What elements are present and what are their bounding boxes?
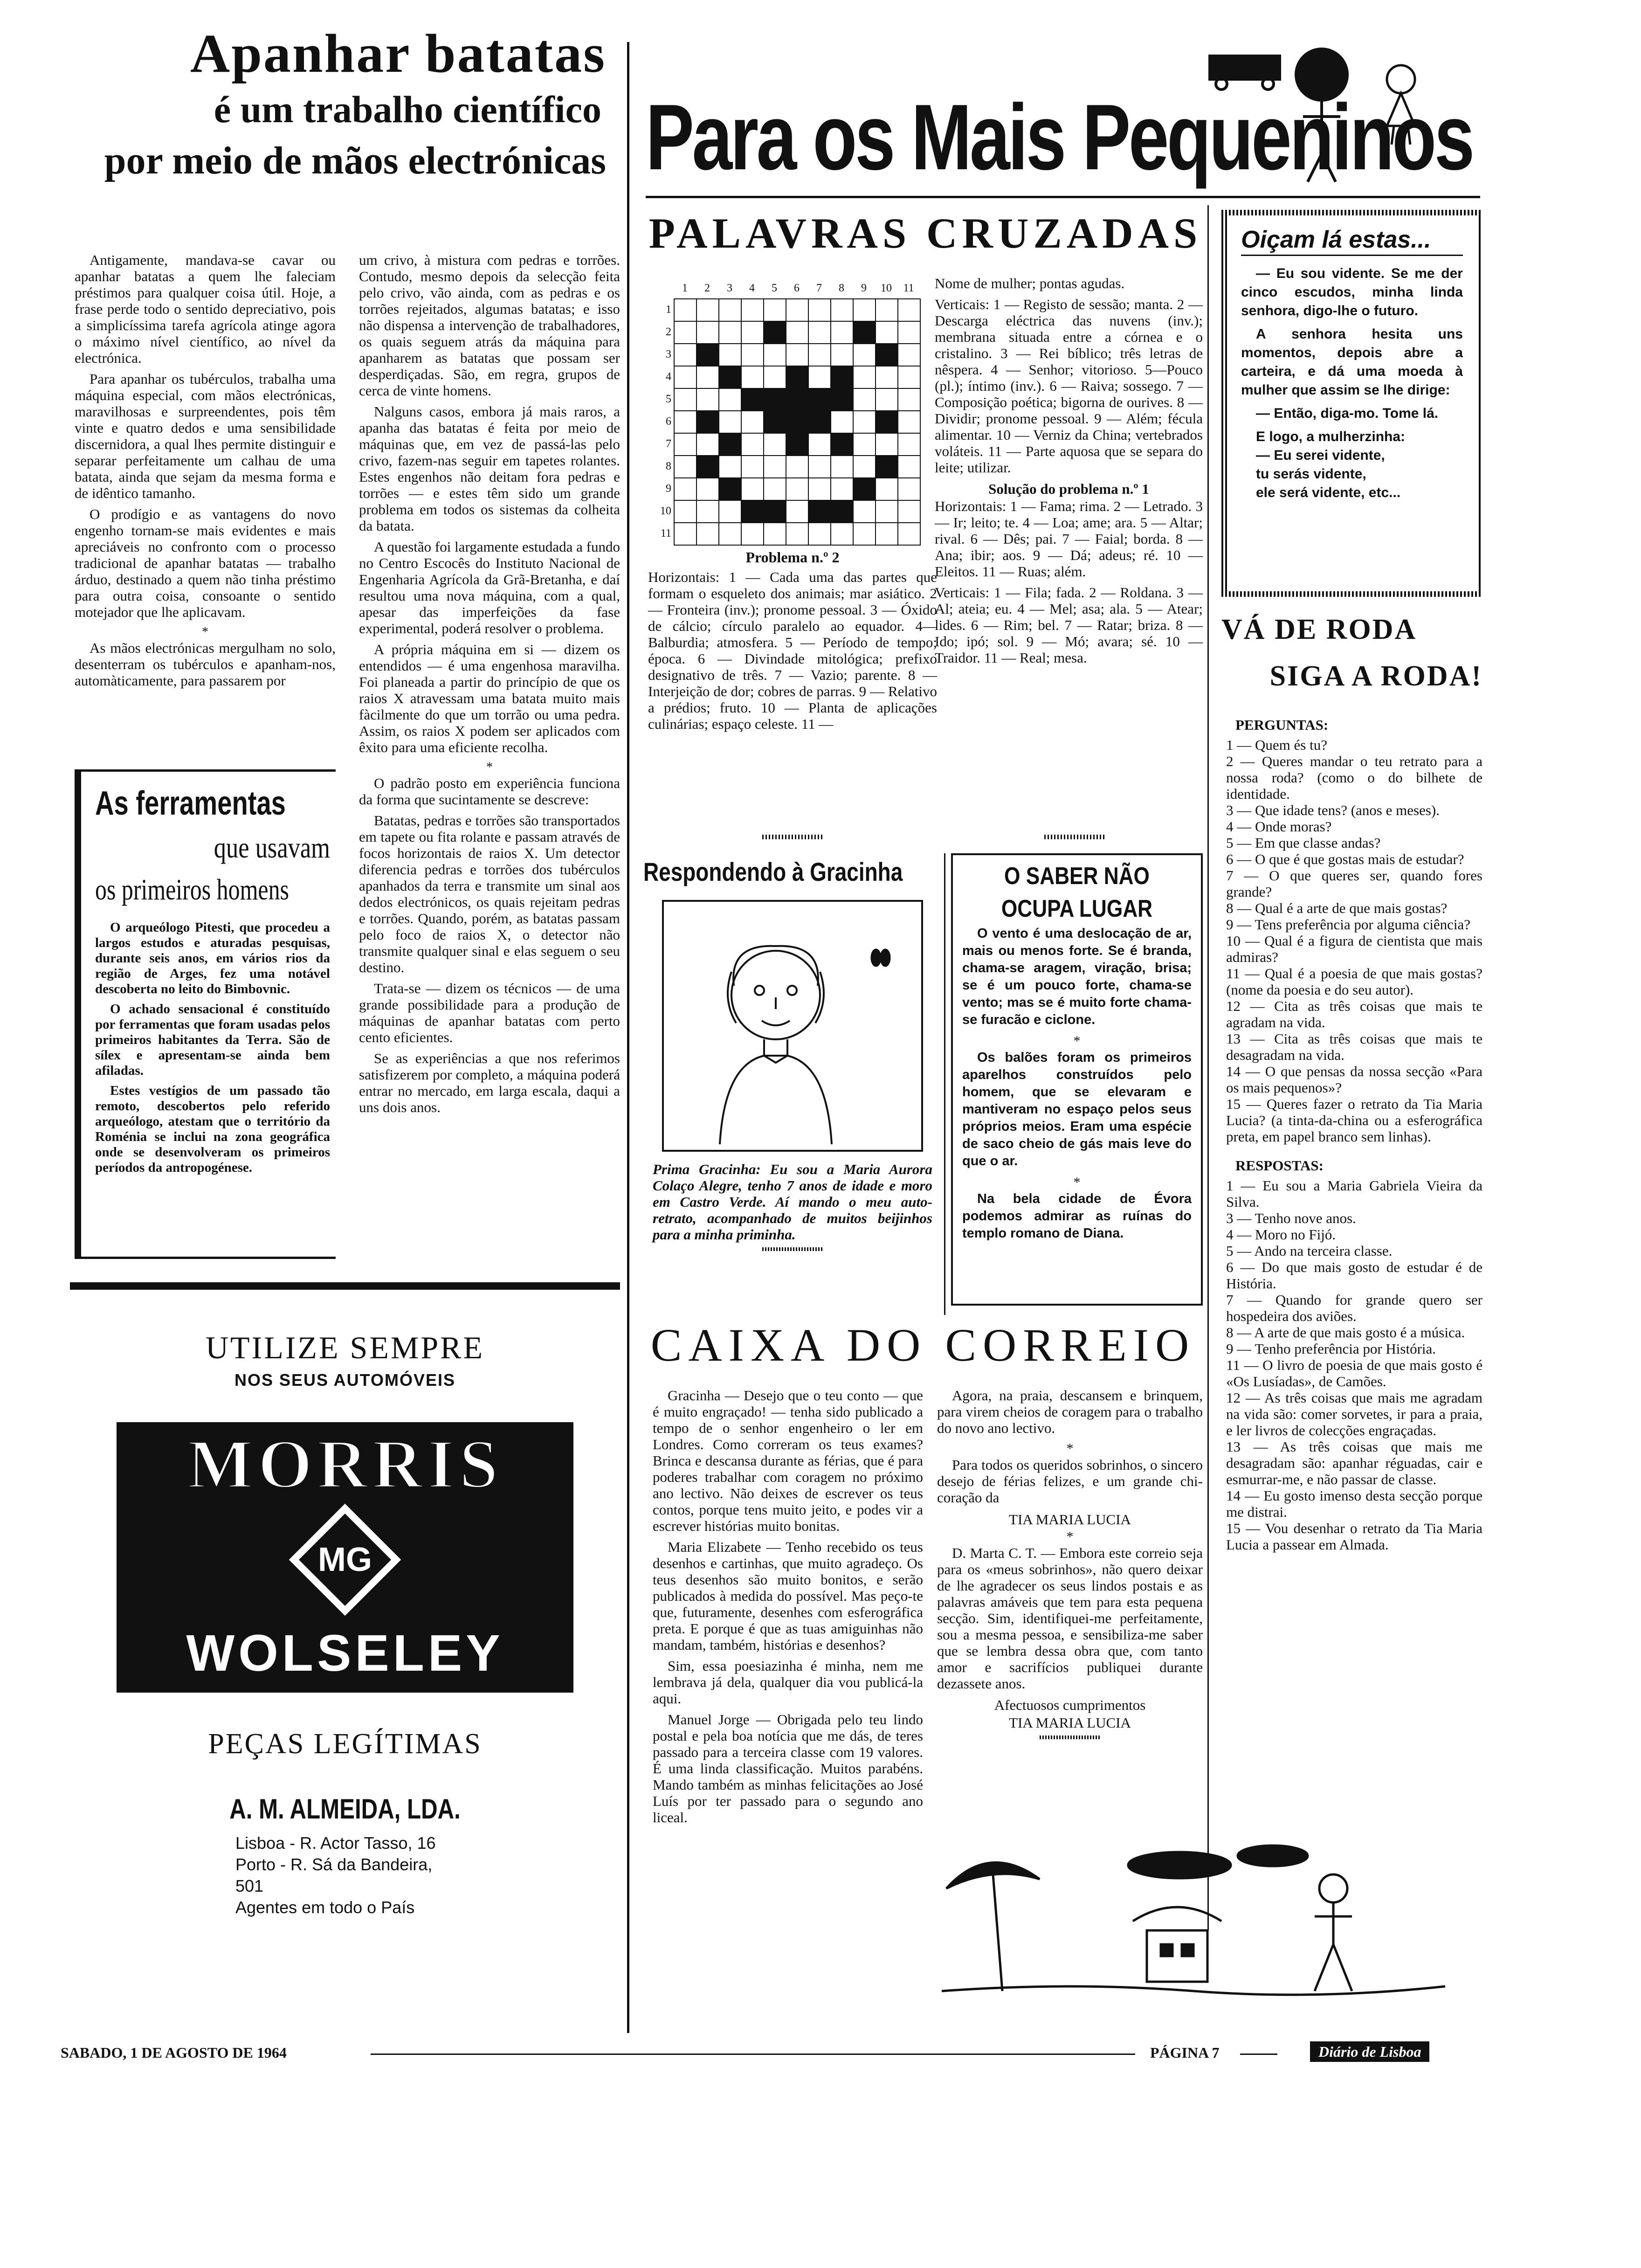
morris-panel (117, 1422, 573, 1506)
gracinha-caption: Prima Gracinha: Eu sou a Maria Aurora Colaço Alegre, tenho 7 anos de idade e moro em Castro Verde. Aí mando o meu auto-retrato, acompanhado de muitos beijinhos para a minha priminha. (653, 1161, 932, 1243)
crossword-black-cell (763, 410, 786, 434)
crossword-cell[interactable] (853, 433, 876, 456)
saber-paragraph: Na bela cidade de Évora podemos admirar as ruínas do templo romano de Diana. (962, 1191, 1192, 1241)
ferramentas-box (75, 769, 336, 1259)
crossword-cell[interactable] (674, 433, 697, 456)
crossword-cell[interactable] (696, 298, 719, 322)
ad-line-2: NOS SEUS AUTOMÓVEIS (234, 1370, 456, 1390)
crossword-cell[interactable] (875, 366, 898, 389)
crossword-cell[interactable] (808, 366, 831, 389)
grid-col-number: 1 (682, 282, 688, 294)
crossword-black-cell (718, 433, 742, 456)
ferramentas-title-2: que usavam (214, 831, 330, 864)
crossword-title: PALAVRAS CRUZADAS (648, 209, 1202, 257)
crossword-cell[interactable] (897, 500, 921, 523)
grid-col-number: 6 (794, 282, 800, 294)
crossword-black-cell (830, 500, 854, 523)
crossword-black-cell (808, 410, 831, 434)
crossword-cell[interactable] (741, 298, 764, 322)
saber-title: O SABER NÃO OCUPA LUGAR (1001, 863, 1153, 922)
batatas-paragraph: Antigamente, mandava-se cavar ou apanhar batatas a quem lhe faleciam préstimos para qualquer coisa útil. Hoje, a frase perde todo o sentido depreciativo, pois a simplicíssima tarefa agrícola atinge agora o máximo nível científico, ao nível da electrónica. (75, 252, 336, 366)
crossword-end-mark (762, 835, 823, 839)
answer-item: 7 — Quando for grande quero ser hospedeira dos aviões. (1226, 1292, 1482, 1324)
crossword-black-cell (808, 388, 831, 411)
asterisk-separator: * (1066, 1441, 1074, 1456)
crossword-cell[interactable] (718, 410, 742, 434)
kids-banner-title: Para os Mais Pequeninos (646, 85, 1473, 189)
batatas-col-2 (359, 252, 620, 1120)
correio-col-2 (937, 1387, 1203, 1743)
answer-item: 9 — Tenho preferência por História. (1226, 1341, 1436, 1357)
crossword-cell[interactable] (830, 321, 854, 344)
crossword-cell[interactable] (897, 343, 921, 366)
self-portrait-drawing (662, 900, 923, 1152)
ground-line (942, 1986, 1445, 1995)
oicam-line: A senhora hesita uns momentos, depois abre a carteira, e dá uma moeda à mulher que assim se lhe dirige: (1241, 326, 1463, 398)
grid-row-number: 5 (666, 393, 671, 405)
question-item: 13 — Cita as três coisas que mais te desagradam na vida. (1226, 1030, 1482, 1063)
answer-item: 1 — Eu sou a Maria Gabriela Vieira da Silva. (1226, 1177, 1482, 1210)
crossword-cell[interactable] (875, 522, 898, 546)
signature: TIA MARIA LUCIA (1009, 1511, 1131, 1528)
crossword-cell[interactable] (741, 321, 764, 344)
correio-letter: Gracinha — Desejo que o teu conto — que é muito engraçado! — tenha sido publicado a tempo de o senhor engenheiro o ler em Londres. Como correram os teus exames? Brinca e descansa durante as férias, que é para poderes trabalhar com coragem no próximo ano lectivo. Não deixes de escrever os teus contos, porque tens muito jeito, e podes vir a escrever histórias muito bonitas. (653, 1387, 923, 1534)
grid-col-number: 8 (839, 282, 844, 294)
crossword-cell[interactable] (763, 298, 786, 322)
crossword-cell[interactable] (808, 433, 831, 456)
ferramentas-title-1: As ferramentas (95, 785, 286, 822)
batatas-paragraph: O prodígio e as vantagens do novo engenho tornam-se mais evidentes e mais apreciáveis no confronto com o processo tradicional de apanhar batatas — trabalho árduo, destinado a quem não tinha préstimo para outra coisa, consoante o sentido motejador que lhe aplicavam. (75, 506, 336, 620)
ad-address-1: Lisboa - R. Actor Tasso, 16 (235, 1833, 436, 1853)
gracinha-title: Respondendo à Gracinha (643, 857, 903, 886)
batatas-title-3: por meio de mãos electrónicas (104, 139, 606, 182)
answers-list (1221, 1177, 1482, 1553)
girl-portrait-icon (664, 902, 921, 1150)
crossword-cell[interactable] (830, 477, 854, 501)
crossword-black-cell (853, 477, 876, 501)
wolseley-logo: WOLSELEY (186, 1624, 504, 1682)
crossword-cell[interactable] (674, 343, 697, 366)
batatas-headline (70, 23, 606, 187)
crossword-cell[interactable] (674, 455, 697, 478)
crossword-cell[interactable] (786, 321, 809, 344)
question-item: 15 — Queres fazer o retrato da Tia Maria Lucia? (a tinta-da-china ou a esferográfica preta, em papel branco sem linhas). (1226, 1096, 1482, 1145)
batatas-title-1: Apanhar batatas (190, 23, 606, 84)
crossword-cell[interactable] (875, 477, 898, 501)
answer-item: 14 — Eu gosto imenso desta secção porque me distrai. (1226, 1487, 1482, 1520)
mg-logo: MG (318, 1541, 372, 1578)
crossword-cell[interactable] (786, 522, 809, 546)
asterisk-separator: * (486, 760, 493, 774)
crossword-cell[interactable] (853, 366, 876, 389)
crossword-black-cell (786, 366, 809, 389)
question-item: 8 — Qual é a arte de que mais gostas? (1226, 900, 1448, 916)
crossword-cell[interactable] (718, 500, 742, 523)
roda-title-1: VÁ DE RODA (1221, 614, 1417, 645)
ad-company: A. M. ALMEIDA, LDA. (229, 1793, 461, 1825)
question-item: 12 — Cita as três coisas que mais te agradam na vida. (1226, 998, 1482, 1030)
grid-row-number: 8 (666, 460, 671, 472)
section-end-mark (1040, 1736, 1100, 1739)
signature: TIA MARIA LUCIA (1009, 1715, 1131, 1731)
crossword-black-cell (763, 500, 786, 523)
hut-icon (1133, 1907, 1221, 1982)
answer-item: 5 — Ando na terceira classe. (1226, 1243, 1393, 1259)
crossword-cell[interactable] (696, 500, 719, 523)
grid-row-number: 10 (660, 505, 671, 517)
correio-letter: Sim, essa poesiazinha é minha, nem me lembrava já dela, qualquer dia vou publicá-la aqui. (653, 1658, 923, 1707)
correio-col-1 (653, 1387, 923, 1830)
grid-row-number: 6 (666, 415, 671, 428)
crossword-cell[interactable] (808, 321, 831, 344)
asterisk-separator: * (1066, 1529, 1074, 1544)
sun-icon (1128, 1852, 1231, 1878)
crossword-cell[interactable] (853, 410, 876, 434)
crossword-cell[interactable] (830, 343, 854, 366)
grid-col-number: 9 (861, 282, 867, 294)
crossword-cell[interactable] (786, 500, 809, 523)
batatas-paragraph: Nalguns casos, embora já mais raros, a apanha das batatas é feita por meio de máquinas que, em vez de passá-las pelo crivo, fazem-nas seguir em tapetes rolantes. Estes engenhos não deitam fora pedras e torrões — e estes têm sido um grande problema em todos os sistemas da colheita da batata. (359, 403, 620, 534)
grid-row-number: 4 (666, 371, 671, 383)
crossword-cell[interactable] (853, 388, 876, 411)
crossword-cell[interactable] (763, 366, 786, 389)
crossword-cell[interactable] (808, 477, 831, 501)
footer-rule (1240, 2054, 1277, 2055)
grid-row-number: 11 (660, 527, 671, 539)
grid-col-number: 7 (816, 282, 822, 294)
crossword-cell[interactable] (696, 477, 719, 501)
crossword-cell[interactable] (897, 321, 921, 344)
crossword-cell[interactable] (853, 343, 876, 366)
crossword-cell[interactable] (718, 321, 742, 344)
crossword-black-cell (718, 366, 742, 389)
roda-title-2: SIGA A RODA! (1269, 660, 1482, 692)
crossword-cell[interactable] (718, 343, 742, 366)
grid-col-number: 2 (704, 282, 710, 294)
oicam-line: — Eu serei vidente, (1256, 448, 1385, 463)
crossword-cell[interactable] (763, 455, 786, 478)
question-item: 7 — O que queres ser, quando fores grande? (1226, 867, 1482, 900)
wolseley-panel (117, 1613, 573, 1693)
crossword-black-cell (696, 410, 719, 434)
newspaper-logo (1310, 2041, 1429, 2062)
crossword-black-cell (830, 433, 854, 456)
crossword-cell[interactable] (853, 298, 876, 322)
column-divider (627, 42, 629, 2033)
kids-beach-drawing (932, 1837, 1459, 2014)
crossword-black-cell (786, 410, 809, 434)
crossword-black-cell (741, 500, 764, 523)
crossword-black-cell (741, 388, 764, 411)
questions-title: PERGUNTAS: (1235, 717, 1329, 733)
crossword-cell[interactable] (763, 433, 786, 456)
crossword-cell[interactable] (853, 500, 876, 523)
crossword-cell[interactable] (853, 455, 876, 478)
answer-item: 6 — Do que mais gosto de estudar é de História. (1226, 1259, 1482, 1292)
saber-box (951, 853, 1203, 1306)
grid-row-number: 9 (666, 483, 671, 495)
footer-page: PÁGINA 7 (1145, 2043, 1225, 2062)
banner-rule (646, 196, 1480, 198)
batatas-paragraph: Batatas, pedras e torrões são transportados em tapete ou fita rolante e passam através de focos horizontais de raios X. Um detector diferencia pedras e torrões dos tubérculos apanhados da terra e transmite um sinal aos dedos electrónicos, os quais rejeitam pedras e torrões. Quando, porém, as batatas passam pelo foco de raios X, o detector não transmite qualquer sinal e elas seguem o seu destino. (359, 812, 620, 975)
crossword-cell[interactable] (897, 477, 921, 501)
crossword-cell[interactable] (741, 522, 764, 546)
crossword-black-cell (853, 321, 876, 344)
answer-item: 15 — Vou desenhar o retrato da Tia Maria Lucia a passear em Almada. (1226, 1520, 1482, 1553)
oicam-line: — Então, diga-mo. Tome lá. (1256, 406, 1439, 421)
crossword-cell[interactable] (718, 455, 742, 478)
crossword-cell[interactable] (696, 433, 719, 456)
crossword-cell[interactable] (696, 321, 719, 344)
batatas-paragraph: O padrão posto em experiência funciona da forma que sucintamente se descreve: (359, 775, 620, 808)
correio-letter: Maria Elizabete — Tenho recebido os teus desenhos e cartinhas, que muito agradeço. Os teus desenhos são muito bonitos, e serão publicados à medida do possível. Mas peço-te que, futuramente, desenhes com esferográfica preta. E porque é que as tuas amiguinhas não mandam, também, histórias e desenhos? (653, 1539, 923, 1653)
crossword-cell[interactable] (763, 477, 786, 501)
person-icon (1315, 1874, 1352, 1991)
crossword-cell[interactable] (674, 522, 697, 546)
crossword-black-cell (718, 477, 742, 501)
question-item: 1 — Quem és tu? (1226, 737, 1327, 753)
oicam-line: E logo, a mulherzinha: (1256, 429, 1406, 444)
solution-title: Solução do problema n.º 1 (988, 481, 1149, 497)
crossword-cell[interactable] (875, 298, 898, 322)
crossword-cell[interactable] (763, 522, 786, 546)
crossword-cell[interactable] (830, 455, 854, 478)
crossword-black-cell (875, 410, 898, 434)
correio-title: CAIXA DO CORREIO (650, 1319, 1196, 1371)
section-end-mark (762, 1247, 823, 1251)
ad-top-rule (70, 1282, 620, 1290)
crossword-cell[interactable] (853, 522, 876, 546)
answer-item: 3 — Tenho nove anos. (1226, 1210, 1356, 1226)
crossword-problem-label: Problema n.º 2 (745, 549, 840, 566)
crossword-cell[interactable] (741, 433, 764, 456)
question-item: 14 — O que pensas da nossa secção «Para os mais pequenos»? (1226, 1063, 1482, 1096)
crossword-cell[interactable] (786, 455, 809, 478)
crossword-cell[interactable] (808, 455, 831, 478)
crossword-clues-left (648, 569, 937, 737)
question-item: 5 — Em que classe andas? (1226, 835, 1381, 851)
crossword-cell[interactable] (696, 522, 719, 546)
answer-item: 13 — As três coisas que mais me desagradam são: apanhar réguadas, cair e esmurrar-me, e não passar de classe. (1226, 1438, 1482, 1487)
section-divider (944, 853, 945, 1315)
crossword-cell[interactable] (674, 298, 697, 322)
crossword-cell[interactable] (808, 298, 831, 322)
batatas-paragraph: Para apanhar os tubérculos, trabalha uma máquina especial, com mãos electrónicas, maravilhosas e surpreendentes, pois têm vinte e quatro dedos e uma sensibilidade discernidora, a qual lhes permite distinguir e separar perfeitamente um calhau de uma batata, ainda que sejam da mesma forma e de idêntico tamanho. (75, 371, 336, 501)
crossword-cell[interactable] (718, 388, 742, 411)
section-divider (1207, 205, 1209, 1930)
oicam-line: tu serás vidente, (1256, 466, 1366, 482)
crossword-cell[interactable] (808, 522, 831, 546)
ad-line-1: UTILIZE SEMPRE (205, 1330, 485, 1365)
question-item: 4 — Onde moras? (1226, 818, 1332, 835)
oicam-box (1221, 210, 1482, 597)
roda-section (1221, 606, 1482, 1553)
questions-list (1221, 737, 1482, 1145)
batatas-paragraph: A própria máquina em si — dizem os entendidos — é uma engenhosa maravilha. Foi planeada a partir do princípio de que os raios X atravessam uma batata muito mais fàcilmente do que um torrão ou uma pedra. Assim, os raios X podem ser aplicados com êxito para uma eficiente recolha. (359, 641, 620, 755)
crossword-clue-text: Horizontais: 1 — Cada uma das partes que formam o esqueleto dos animais; mar asiático. 2 — Fronteira (inv.); pronome pessoal. 3 — Óxido de cálcio; círculo paralelo ao equador. 4—Balburdia; atmosfera. 5 — Período de tempo; época. 6 — Divindade mitológica; prefixo designativo de três. 7 — Vazio; parente. 8 — Interjeição de dor; cobres de parras. 9 — Relativo a prédios; fruto. 10 — Planta de aplicações culinárias; espaço celeste. 11 — (648, 569, 937, 732)
grid-col-number: 5 (772, 282, 777, 294)
ad-address-3: Agentes em todo o País (235, 1898, 415, 1917)
cloud-icon (1238, 1846, 1308, 1866)
crossword-cell[interactable] (875, 321, 898, 344)
batatas-paragraph: um crivo, à mistura com pedras e torrões. Contudo, mesmo depois da selecção feita pelo crivo, vão ainda, com as pedras e os torrões rejeitados, algumas batatas; e isso não dispensa a intervenção de trabalhadores, os quais seguem atrás da máquina para apanharem as batatas que possam ser desperdiçadas. São, em regra, grupos de cerca de vinte homens. (359, 252, 620, 399)
oicam-line: ele será vidente, etc... (1256, 485, 1401, 500)
crossword-cell[interactable] (897, 298, 921, 322)
mg-badge (117, 1506, 573, 1613)
crossword-black-cell (786, 388, 809, 411)
crossword-cell[interactable] (741, 477, 764, 501)
crossword-cell[interactable] (718, 522, 742, 546)
crossword-cell[interactable] (741, 455, 764, 478)
crossword-cell[interactable] (897, 410, 921, 434)
crossword-cell[interactable] (674, 321, 697, 344)
grid-col-number: 3 (727, 282, 732, 294)
crossword-cell[interactable] (897, 522, 921, 546)
crossword-grid[interactable] (674, 298, 921, 546)
crossword-cell[interactable] (741, 343, 764, 366)
crossword-cell[interactable] (897, 366, 921, 389)
correio-letter: Manuel Jorge — Obrigada pelo teu lindo postal e pela boa notícia que me dás, de teres passado para a terceira classe com 19 valores. É uma linda classificação. Muitos parabéns. Mando também as minhas felicitações ao José Luís por ter passado para o segundo ano liceal. (653, 1711, 923, 1825)
grid-col-number: 4 (749, 282, 755, 294)
answer-item: 4 — Moro no Fijó. (1226, 1226, 1336, 1243)
crossword-black-cell (808, 500, 831, 523)
crossword-cell[interactable] (830, 522, 854, 546)
crossword-cell[interactable] (674, 366, 697, 389)
crossword-cell[interactable] (674, 500, 697, 523)
crossword-black-cell (763, 388, 786, 411)
crossword-cell[interactable] (830, 298, 854, 322)
ferramentas-paragraph: Estes vestígios de um passado tão remoto, descobertos pelo referido arqueólogo, atestam que o território da Roménia se inclui na zona geográfica onde se desenvolveram os primeiros períodos da antropogénese. (95, 1083, 330, 1175)
crossword-cell[interactable] (718, 298, 742, 322)
grid-row-number: 1 (666, 304, 671, 316)
crossword-black-cell (830, 366, 854, 389)
batatas-paragraph: As mãos electrónicas mergulham no solo, desenterram os tubérculos e apanham-nos, automàticamente, para passarem por (75, 640, 336, 689)
kids-section-banner (646, 47, 1485, 191)
oicam-title: Oiçam lá estas... (1241, 225, 1463, 256)
crossword-cell[interactable] (875, 500, 898, 523)
morris-logo: MORRIS (187, 1425, 503, 1503)
gracinha-section (643, 853, 942, 1255)
answer-item: 11 — O livro de poesia de que mais gosto é «Os Lusíadas», de Camões. (1226, 1357, 1482, 1390)
footer-date: SABADO, 1 DE AGOSTO DE 1964 (61, 2044, 287, 2061)
crossword-cell[interactable] (786, 477, 809, 501)
crossword-cell[interactable] (786, 343, 809, 366)
solution-text: Verticais: 1 — Fila; fada. 2 — Roldana. 3 — Al; ateia; eu. 4 — Mel; asa; ala. 5 — Atear; lides. 6 — Rim; bel. 7 — Ratar; briza. 8 — Ido; ipó; sol. 9 — Mó; avara; sé. 10 — Traidor. 11 — Real; mesa. (935, 584, 1203, 666)
crossword-end-mark (1044, 835, 1105, 839)
crossword-black-cell (875, 455, 898, 478)
batatas-title-2: é um trabalho científico (214, 88, 601, 131)
crossword-cell[interactable] (875, 388, 898, 411)
crossword-cell[interactable] (786, 298, 809, 322)
question-item: 10 — Qual é a figura de cientista que mais admiras? (1226, 933, 1482, 965)
saber-paragraph: O vento é uma deslocação de ar, mais ou menos forte. Se é branda, chama-se aragem, viração, brisa; se é um pouco forte, chama-se vento; mas se é muito forte chama-se furacão e ciclone. (962, 926, 1192, 1027)
butterfly-icon (871, 949, 890, 966)
ad-pecas: PEÇAS LEGÍTIMAS (208, 1728, 482, 1760)
batatas-col-1 (75, 252, 336, 693)
question-item: 11 — Qual é a poesia de que mais gostas? (nome da poesia e do seu autor). (1226, 965, 1482, 998)
solution-text: Horizontais: 1 — Fama; rima. 2 — Letrado. 3 — Ir; leito; te. 4 — Loa; ame; ara. 5 — Altar; rival. 6 — Dês; pai. 7 — Faial; borda. 8 — Ana; ibir; aos. 9 — Dá; adeus; ré. 10 — Eleitos. 11 — Ruas; além. (935, 498, 1203, 580)
crossword-cell[interactable] (696, 388, 719, 411)
crossword-black-cell (696, 455, 719, 478)
crossword-cell[interactable] (674, 388, 697, 411)
question-item: 9 — Tens preferência por alguma ciência? (1226, 916, 1471, 933)
footer-rule (371, 2054, 1135, 2055)
ad-address-2: Porto - R. Sá da Bandeira, 501 (235, 1855, 433, 1895)
crossword-cell[interactable] (875, 433, 898, 456)
crossword-cell[interactable] (897, 433, 921, 456)
crossword-cell[interactable] (808, 343, 831, 366)
newspaper-name: Diário de Lisboa (1318, 2043, 1421, 2060)
crossword-black-cell (786, 433, 809, 456)
batatas-paragraph: Trata-se — dizem os técnicos — de uma grande possibilidade para a produção de máquinas de apanhar batatas com perto cento eficientes. (359, 980, 620, 1045)
crossword-black-cell (875, 343, 898, 366)
crossword-black-cell (830, 388, 854, 411)
crossword-cell[interactable] (830, 410, 854, 434)
correio-letter: D. Marta C. T. — Embora este correio seja para os «meus sobrinhos», não quero deixar de lhe agradecer os seus lindos postais e as palavras amáveis que tem para esta pequena secção. Sim, identifiquei-me perfeitamente, sou a mesma pessoa, e sensibiliza-me saber que se lembra dessa obra que, com tanto amor e sacrifícios publiquei durante dezassete anos. (937, 1545, 1203, 1692)
crossword-cell[interactable] (741, 410, 764, 434)
crossword-row-numbers (653, 298, 671, 545)
crossword-cell[interactable] (674, 477, 697, 501)
grid-row-number: 2 (666, 326, 671, 338)
crossword-black-cell (696, 343, 719, 366)
grid-col-number: 10 (881, 282, 892, 294)
crossword-column-numbers (674, 282, 921, 296)
grid-row-number: 7 (666, 438, 671, 450)
asterisk-separator: * (1073, 1175, 1081, 1190)
saber-paragraph: Os balões foram os primeiros aparelhos construídos pelo homem, que se elevaram e mantiveram no espaço pelos seus próprios meios. Eram uma espécie de saco cheio de gás mais leve do que o ar. (962, 1050, 1192, 1169)
ferramentas-title-3: os primeiros homens (95, 873, 289, 906)
car-parts-ad (70, 1329, 620, 1918)
closing-text: Afectuosos cumprimentos (994, 1697, 1146, 1713)
question-item: 2 — Queres mandar o teu retrato para a nossa roda? (como o do bilhete de identidade. (1226, 753, 1482, 802)
crossword-cell[interactable] (674, 410, 697, 434)
answer-item: 8 — A arte de que mais gosto é a música. (1226, 1324, 1465, 1341)
crossword-cell[interactable] (696, 366, 719, 389)
asterisk-separator: * (202, 625, 208, 639)
umbrella-icon (946, 1862, 1040, 1991)
oicam-line: — Eu sou vidente. Se me der cinco escudos, minha linda senhora, digo-lhe o futuro. (1241, 266, 1463, 318)
crossword-clue-text: Verticais: 1 — Registo de sessão; manta. 2 — Descarga eléctrica das nuvens (inv.); membrana situada entre a córnea e o cristalino. 3 — Rei bíblico; três letras de nêspera. 4 — Senhor; vitorioso. 5—Pouco (pl.); íntimo (inv.). 6 — Raiva; sossego. 7 — Composição poética; bigorna de ourives. 8 — Dividir; pronome pessoal. 9 — Além; fécula alimentar. 10 — Verniz da China; vertebrados voláteis. 11 — Parte aquosa que se separa do leite; utilizar. (935, 296, 1203, 476)
answer-item: 12 — As três coisas que mais me agradam na vida são: comer sorvetes, ir para a praia, e ler livros de colecções engraçadas. (1226, 1390, 1482, 1438)
crossword-clue-text: Nome de mulher; pontas agudas. (935, 275, 1125, 291)
crossword-clues-right (935, 275, 1203, 671)
ferramentas-paragraph: O achado sensacional é constituído por ferramentas que foram usadas pelos primeiros habitantes da Terra. São de sílex e apresentam-se ainda bem afiladas. (95, 1002, 330, 1078)
crossword-cell[interactable] (897, 388, 921, 411)
crossword-cell[interactable] (763, 343, 786, 366)
grid-row-number: 3 (666, 348, 671, 360)
crossword-black-cell (763, 321, 786, 344)
ferramentas-paragraph: O arqueólogo Pitesti, que procedeu a largos estudos e aturadas pesquisas, durante seis anos, em vários rios da região de Arges, fez uma notável descoberta no leito do Bimbovnic. (95, 920, 330, 996)
question-item: 3 — Que idade tens? (anos e meses). (1226, 802, 1440, 818)
grid-col-number: 11 (903, 282, 914, 294)
correio-letter: Agora, na praia, descansem e brinquem, para virem cheios de coragem para o trabalho do novo ano lectivo. (937, 1387, 1203, 1436)
answers-title: RESPOSTAS: (1235, 1157, 1324, 1174)
crossword-cell[interactable] (741, 366, 764, 389)
batatas-paragraph: Se as experiências a que nos referimos satisfizerem por completo, a máquina poderá entrar no mercado, em larga escala, daqui a uns dois anos. (359, 1050, 620, 1115)
question-item: 6 — O que é que gostas mais de estudar? (1226, 851, 1464, 867)
asterisk-separator: * (1073, 1033, 1081, 1049)
crossword-cell[interactable] (897, 455, 921, 478)
correio-letter: Para todos os queridos sobrinhos, o sincero desejo de férias felizes, e um grande chi-coração da (937, 1457, 1203, 1506)
batatas-paragraph: A questão foi largamente estudada a fundo no Centro Escocês do Instituto Nacional de Engenharia Agrícola da Grã-Bretanha, e daí resultou uma nova máquina, com a qual, apesar das imperfeições da fase experimental, poderá resolver o problema. (359, 539, 620, 636)
